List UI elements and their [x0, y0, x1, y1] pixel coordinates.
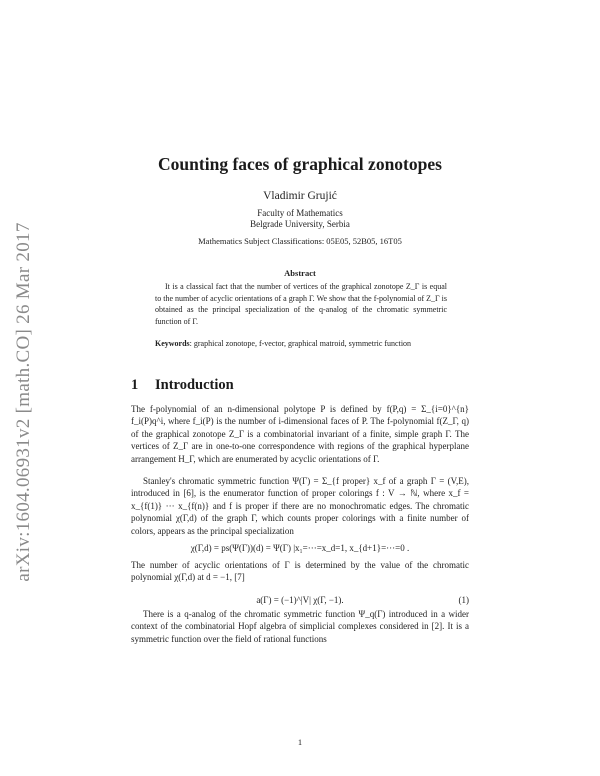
paragraph-3 — [131, 559, 469, 584]
paper-title: Counting faces of graphical zonotopes — [158, 154, 442, 174]
abstract-text: It is a classical fact that the number of vertices of the graphical zonotope Z_Γ is equal to the number of acyclic orientations of a graph Γ. We show that the f-polynomial of Z_Γ is obtained as the principal specialization of the q-analog of the chromatic symmetric function of Γ. — [155, 282, 448, 326]
equation-acyclic-orientations: a(Γ) = (−1)^|V| χ(Γ, −1). — [256, 595, 344, 605]
paragraph-2-text: Stanley's chromatic symmetric function Ψ(Γ) = Σ_{f proper} x_f of a graph Γ = (V,E), introduced in [6], is the enumerator function of proper colorings f : V → ℕ, where x_f = x_{f(1)} ··· x_{f(n)} and f is proper if there are no monochromatic edges. The chromatic polynomial χ(Γ,d) of the graph Γ, which counts proper colorings with a finite number of colors, appears as the principal specialization — [131, 476, 469, 536]
paragraph-4 — [131, 608, 469, 645]
section-heading — [131, 377, 234, 394]
abstract-body — [155, 281, 447, 327]
section-title: Introduction — [155, 377, 234, 393]
keywords — [155, 338, 447, 350]
paragraph-4-text: There is a q-analog of the chromatic symmetric function Ψ_q(Γ) introduced in a wider context of the combinatorial Hopf algebra of simplicial complexes considered in [2]. It is a symmetric function over the field of rational functions — [131, 609, 469, 644]
arxiv-identifier: arXiv:1604.06931v2 [math.CO] 26 Mar 2017 — [13, 222, 34, 582]
subject-classifications: Mathematics Subject Classifications: 05E05, 52B05, 16T05 — [198, 236, 402, 246]
page-number: 1 — [297, 737, 303, 747]
affiliation — [0, 208, 600, 230]
abstract-heading: Abstract — [284, 268, 316, 278]
paragraph-1 — [131, 403, 469, 465]
paragraph-2 — [131, 475, 469, 537]
keywords-label: Keywords — [155, 339, 190, 348]
author-name: Vladimir Grujić — [263, 190, 337, 202]
paragraph-1-text: The f-polynomial of an n-dimensional polytope P is defined by f(P,q) = Σ_{i=0}^{n} f_i(P)q^i, where f_i(P) is the number of i-dimensional faces of P. The f-polynomial f(Z_Γ, q) of the graphical zonotope Z_Γ is a combinatorial invariant of a finite, simple graph Γ. The vertices of Z_Γ are in one-to-one correspondence with regions of the graphical hyperplane arrangement H_Γ, which are enumerated by acyclic orientations of Γ. — [131, 404, 469, 464]
affiliation-line-1: Faculty of Mathematics — [257, 208, 343, 218]
section-number: 1 — [131, 377, 139, 393]
affiliation-line-2: Belgrade University, Serbia — [250, 219, 350, 229]
equation-chromatic-specialization: χ(Γ,d) = ps(Ψ(Γ))(d) = Ψ(Γ) |x₁=···=x_d=1, x_{d+1}=···=0 . — [190, 543, 410, 553]
equation-number: (1) — [458, 595, 469, 605]
paragraph-3-text: The number of acyclic orientations of Γ is determined by the value of the chromatic polynomial χ(Γ,d) at d = −1, [7] — [131, 560, 469, 583]
keywords-text: : graphical zonotope, f-vector, graphical matroid, symmetric function — [189, 339, 412, 348]
